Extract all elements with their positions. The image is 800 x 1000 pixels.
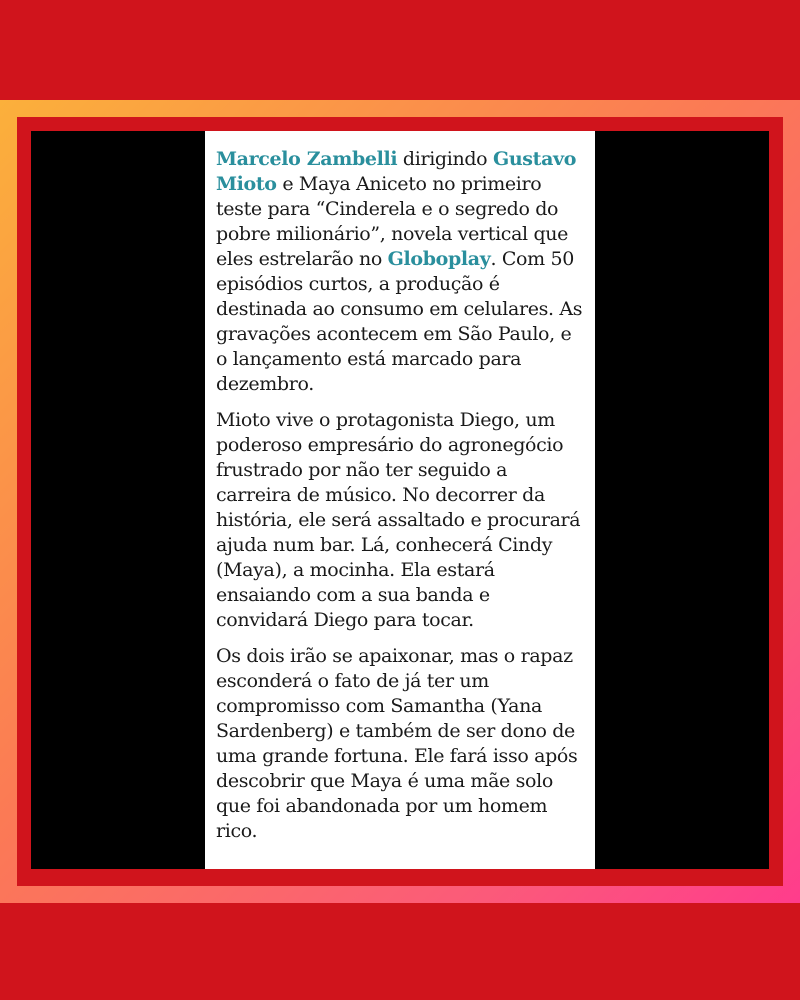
paragraph-3: Os dois irão se apaixonar, mas o rapaz esconderá o fato de já ter um compromisso com Samantha (Yana Sardenberg) e também de ser dono de uma grande fortuna. Ele fará isso após descobrir que Maya é uma mãe solo que foi abandonada por um homem rico.: [216, 645, 578, 842]
paragraph-1: [216, 147, 585, 397]
paragraph-1-text-c: . Com 50 episódios curtos, a produção é destinada ao consumo em celulares. As gravações acontecem em São Paulo, e o lançamento está marcado para dezembro.: [216, 248, 583, 395]
paragraph-1-text-b: e Maya Aniceto no primeiro teste para “Cinderela e o segredo do pobre milionário”, novela vertical que eles estrelarão no: [216, 173, 569, 270]
link-globoplay[interactable]: Globoplay: [387, 248, 491, 270]
article-text: [205, 131, 595, 869]
link-gustavo-mioto[interactable]: Gustavo Mioto: [216, 148, 577, 195]
link-marcelo-zambelli[interactable]: Marcelo Zambelli: [216, 148, 398, 170]
paragraph-1-text-a: dirigindo: [397, 148, 493, 170]
paragraph-2: Mioto vive o protagonista Diego, um poderoso empresário do agronegócio frustrado por não ter seguido a carreira de músico. No decorrer da história, ele será assaltado e procurará ajuda num bar. Lá, conhecerá Cindy (Maya), a mocinha. Ela estará ensaiando com a sua banda e convidará Diego para tocar.: [216, 409, 581, 631]
